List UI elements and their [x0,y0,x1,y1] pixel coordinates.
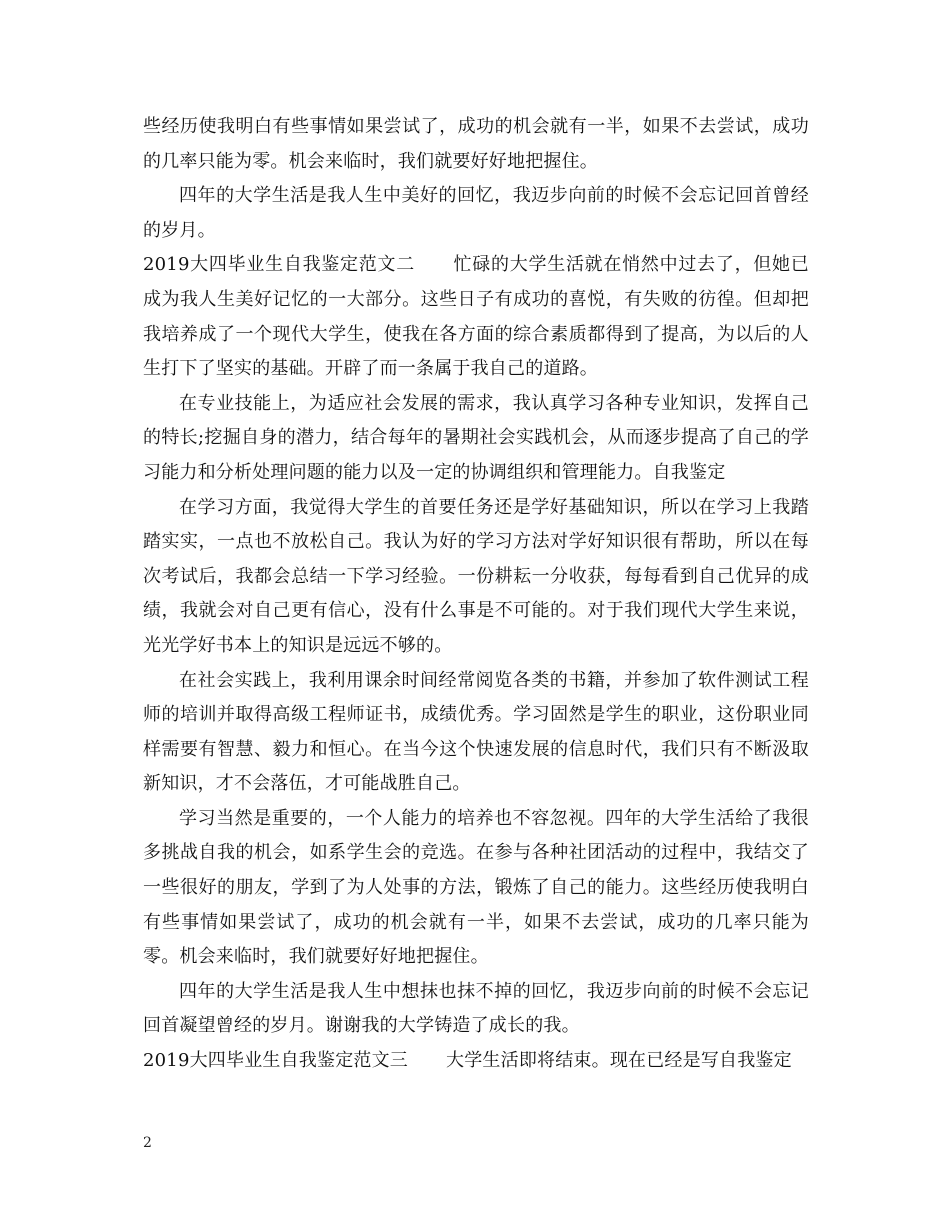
paragraph-text: 在学习方面，我觉得大学生的首要任务还是学好基础知识，所以在学习上我踏踏实实，一点也不放松自己。我认为好的学习方法对学好知识很有帮助，所以在每次考试后，我都会总结一下学习经验。一份耕耘一分收获，每每看到自己优异的成绩，我就会对自己更有信心，没有什么事是不可能的。对于我们现代大学生来说，光光学好书本上的知识是远远不够的。 [143,496,809,656]
page-number: 2 [143,1135,152,1151]
section-heading: 2019大四毕业生自我鉴定范文三 [143,1050,409,1072]
paragraph-text: 四年的大学生活是我人生中想抹也抹不掉的回忆，我迈步向前的时候不会忘记回首凝望曾经的岁月。谢谢我的大学铸造了成长的我。 [143,980,809,1037]
paragraph-2 [143,179,809,248]
paragraph-5 [143,491,809,664]
paragraph-3 [143,248,809,386]
section-heading: 2019大四毕业生自我鉴定范文二 [143,254,415,276]
paragraph-text: 学习当然是重要的，一个人能力的培养也不容忽视。四年的大学生活给了我很多挑战自我的机会，如系学生会的竞选。在参与各种社团活动的过程中，我结交了一些很好的朋友，学到了为人处事的方法，锻炼了自己的能力。这些经历使我明白有些事情如果尝试了，成功的机会就有一半，如果不去尝试，成功的几率只能为零。机会来临时，我们就要好好地把握住。 [143,807,809,968]
paragraph-text: 在社会实践上，我利用课余时间经常阅览各类的书籍，并参加了软件测试工程师的培训并取得高级工程师证书，成绩优秀。学习固然是学生的职业，这份职业同样需要有智慧、毅力和恒心。在当今这个快速发展的信息时代，我们只有不断汲取新知识，才不会落伍，才可能战胜自己。 [143,669,809,795]
paragraph-6 [143,664,809,802]
paragraph-text: 忙碌的大学生活就在悄然中过去了，但她已成为我人生美好记忆的一大部分。这些日子有成功的喜悦，有失败的彷徨。但却把我培养成了一个现代大学生，使我在各方面的综合素质都得到了提高，为以后的人生打下了坚实的基础。开辟了而一条属于我自己的道路。 [143,254,809,380]
document-body [143,110,809,1079]
paragraph-8 [143,975,809,1044]
paragraph-1 [143,110,809,179]
paragraph-text: 大学生活即将结束。现在已经是写自我鉴定 [446,1050,792,1072]
paragraph-9 [143,1044,809,1079]
paragraph-text: 在专业技能上，为适应社会发展的需求，我认真学习各种专业知识，发挥自己的特长;挖掘自身的潜力，结合每年的暑期社会实践机会，从而逐步提高了自己的学习能力和分析处理问题的能力以及一定的协调组织和管理能力。自我鉴定 [143,392,809,483]
paragraph-text: 四年的大学生活是我人生中美好的回忆，我迈步向前的时候不会忘记回首曾经的岁月。 [143,185,809,241]
paragraph-4 [143,387,809,491]
paragraph-7 [143,802,809,975]
paragraph-text: 些经历使我明白有些事情如果尝试了，成功的机会就有一半，如果不去尝试，成功的几率只能为零。机会来临时，我们就要好好地把握住。 [143,116,809,172]
